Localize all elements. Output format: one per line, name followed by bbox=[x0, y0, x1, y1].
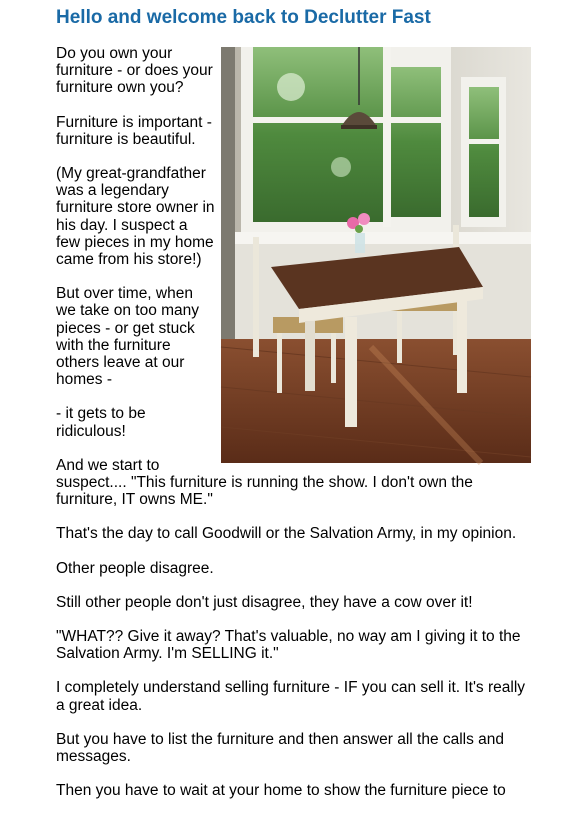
paragraph: And we start to suspect.... "This furniture is running the show. I don't own the furniture, IT owns ME." bbox=[56, 456, 473, 509]
paragraph: That's the day to call Goodwill or the Salvation Army, in my opinion. bbox=[56, 525, 517, 543]
furniture-photo bbox=[221, 47, 531, 463]
paragraph: "WHAT?? Give it away? That's valuable, no way am I giving it to the Salvation Army. I'm SELLING it." bbox=[56, 628, 521, 663]
paragraph: Still other people don't just disagree, they have a cow over it! bbox=[56, 593, 473, 611]
paragraph: (My great-grandfather was a legendary furniture store owner in his day. I suspect a few pieces in my home came from his store!) bbox=[56, 165, 215, 269]
paragraph: But you have to list the furniture and then answer all the calls and messages. bbox=[56, 730, 505, 766]
paragraph: Then you have to wait at your home to show the furniture piece to bbox=[56, 782, 506, 800]
paragraph: Other people disagree. bbox=[56, 559, 214, 577]
paragraph: But over time, when we take on too many pieces - or get stuck with the furniture others leave at our homes - bbox=[56, 285, 200, 389]
paragraph: Do you own your furniture - or does your furniture own you? bbox=[56, 45, 213, 97]
article-body bbox=[56, 45, 531, 817]
paragraph: Furniture is important - furniture is beautiful. bbox=[56, 113, 212, 148]
paragraph: - it gets to be ridiculous! bbox=[56, 405, 146, 440]
paragraph: I completely understand selling furniture - IF you can sell it. It's really a great idea. bbox=[56, 679, 526, 714]
page-title: Hello and welcome back to Declutter Fast bbox=[56, 7, 431, 28]
kitchen-table-image bbox=[221, 47, 531, 463]
